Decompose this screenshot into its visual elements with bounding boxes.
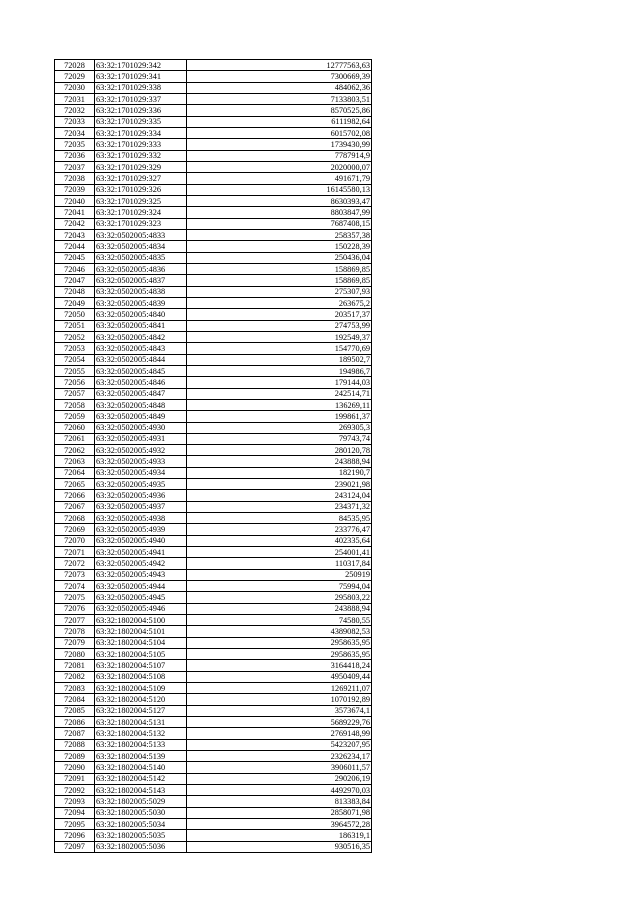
value-cell: 16145580,13 [187,184,372,195]
cadastral-number-cell: 63:32:0502005:4844 [95,354,187,365]
cadastral-number-cell: 63:32:0502005:4946 [95,603,187,614]
cadastral-number-cell: 63:32:0502005:4845 [95,365,187,376]
cadastral-number-cell: 63:32:1802004:5120 [95,694,187,705]
table-row [55,751,372,762]
value-cell: 930516,35 [187,841,372,852]
table-row [55,71,372,82]
table-row [55,467,372,478]
row-number-cell: 72050 [55,309,95,320]
row-number-cell: 72037 [55,161,95,172]
row-number-cell: 72028 [55,60,95,71]
value-cell: 182190,7 [187,467,372,478]
table-row [55,173,372,184]
value-cell: 8570525,86 [187,105,372,116]
row-number-cell: 72035 [55,139,95,150]
row-number-cell: 72049 [55,297,95,308]
value-cell: 2020000,07 [187,161,372,172]
value-cell: 242514,71 [187,388,372,399]
row-number-cell: 72058 [55,399,95,410]
value-cell: 84535,95 [187,513,372,524]
cadastral-number-cell: 63:32:0502005:4941 [95,547,187,558]
row-number-cell: 72031 [55,93,95,104]
table-row [55,615,372,626]
row-number-cell: 72047 [55,275,95,286]
cadastral-number-cell: 63:32:0502005:4937 [95,501,187,512]
value-cell: 75994,04 [187,581,372,592]
row-number-cell: 72066 [55,490,95,501]
cadastral-number-cell: 63:32:1701029:338 [95,82,187,93]
table-row [55,592,372,603]
table-row [55,60,372,71]
value-cell: 491671,79 [187,173,372,184]
row-number-cell: 72065 [55,479,95,490]
cadastral-number-cell: 63:32:1701029:342 [95,60,187,71]
table-row [55,331,372,342]
cadastral-number-cell: 63:32:1701029:332 [95,150,187,161]
table-row [55,785,372,796]
cadastral-number-cell: 63:32:0502005:4940 [95,535,187,546]
cadastral-number-cell: 63:32:1701029:323 [95,218,187,229]
row-number-cell: 72097 [55,841,95,852]
row-number-cell: 72075 [55,592,95,603]
row-number-cell: 72033 [55,116,95,127]
value-cell: 192549,37 [187,331,372,342]
value-cell: 158869,85 [187,275,372,286]
cadastral-number-cell: 63:32:1701029:341 [95,71,187,82]
cadastral-number-cell: 63:32:0502005:4834 [95,241,187,252]
row-number-cell: 72086 [55,717,95,728]
cadastral-number-cell: 63:32:0502005:4936 [95,490,187,501]
row-number-cell: 72053 [55,343,95,354]
table-row [55,411,372,422]
value-cell: 8803847,99 [187,207,372,218]
row-number-cell: 72046 [55,263,95,274]
row-number-cell: 72064 [55,467,95,478]
row-number-cell: 72080 [55,649,95,660]
row-number-cell: 72079 [55,637,95,648]
cadastral-number-cell: 63:32:0502005:4939 [95,524,187,535]
cadastral-number-cell: 63:32:1701029:336 [95,105,187,116]
row-number-cell: 72087 [55,728,95,739]
value-cell: 2958635,95 [187,649,372,660]
table-row [55,773,372,784]
row-number-cell: 72060 [55,422,95,433]
row-number-cell: 72040 [55,195,95,206]
cadastral-number-cell: 63:32:1802004:5109 [95,683,187,694]
data-table [54,59,372,853]
cadastral-number-cell: 63:32:0502005:4835 [95,252,187,263]
value-cell: 233776,47 [187,524,372,535]
table-row [55,207,372,218]
value-cell: 4950409,44 [187,671,372,682]
value-cell: 274753,99 [187,320,372,331]
cadastral-number-cell: 63:32:1701029:337 [95,93,187,104]
value-cell: 2769148,99 [187,728,372,739]
table-row [55,399,372,410]
value-cell: 7300669,39 [187,71,372,82]
value-cell: 74580,55 [187,615,372,626]
row-number-cell: 72089 [55,751,95,762]
row-number-cell: 72029 [55,71,95,82]
cadastral-number-cell: 63:32:1802004:5108 [95,671,187,682]
value-cell: 7787914,9 [187,150,372,161]
table-row [55,830,372,841]
value-cell: 280120,78 [187,445,372,456]
value-cell: 7687408,15 [187,218,372,229]
table-row [55,82,372,93]
table-row [55,807,372,818]
cadastral-number-cell: 63:32:0502005:4841 [95,320,187,331]
value-cell: 243124,04 [187,490,372,501]
row-number-cell: 72048 [55,286,95,297]
row-number-cell: 72074 [55,581,95,592]
table-row [55,184,372,195]
row-number-cell: 72043 [55,229,95,240]
row-number-cell: 72052 [55,331,95,342]
value-cell: 2958635,95 [187,637,372,648]
table-row [55,422,372,433]
table-row [55,558,372,569]
cadastral-number-cell: 63:32:1802004:5107 [95,660,187,671]
cadastral-number-cell: 63:32:0502005:4944 [95,581,187,592]
value-cell: 203517,37 [187,309,372,320]
value-cell: 7133803,51 [187,93,372,104]
value-cell: 2858071,98 [187,807,372,818]
cadastral-number-cell: 63:32:1802005:5034 [95,818,187,829]
table-row [55,660,372,671]
row-number-cell: 72051 [55,320,95,331]
cadastral-number-cell: 63:32:0502005:4839 [95,297,187,308]
table-row [55,105,372,116]
table-row [55,841,372,852]
row-number-cell: 72070 [55,535,95,546]
table-row [55,263,372,274]
table-row [55,671,372,682]
cadastral-number-cell: 63:32:0502005:4840 [95,309,187,320]
table-row [55,479,372,490]
cadastral-number-cell: 63:32:1802004:5104 [95,637,187,648]
table-row [55,139,372,150]
table-row [55,286,372,297]
value-cell: 5689229,76 [187,717,372,728]
cadastral-number-cell: 63:32:0502005:4938 [95,513,187,524]
cadastral-number-cell: 63:32:1802004:5139 [95,751,187,762]
table-row [55,694,372,705]
cadastral-number-cell: 63:32:1701029:326 [95,184,187,195]
cadastral-number-cell: 63:32:1701029:329 [95,161,187,172]
row-number-cell: 72063 [55,456,95,467]
value-cell: 4389082,53 [187,626,372,637]
row-number-cell: 72042 [55,218,95,229]
value-cell: 136269,11 [187,399,372,410]
value-cell: 3573674,1 [187,705,372,716]
value-cell: 4492970,03 [187,785,372,796]
row-number-cell: 72096 [55,830,95,841]
value-cell: 243888,94 [187,603,372,614]
table-row [55,93,372,104]
cadastral-number-cell: 63:32:0502005:4833 [95,229,187,240]
value-cell: 1070192,89 [187,694,372,705]
cadastral-number-cell: 63:32:1701029:324 [95,207,187,218]
row-number-cell: 72068 [55,513,95,524]
cadastral-number-cell: 63:32:1701029:335 [95,116,187,127]
value-cell: 263675,2 [187,297,372,308]
value-cell: 199861,37 [187,411,372,422]
value-cell: 290206,19 [187,773,372,784]
table-row [55,297,372,308]
value-cell: 12777563,63 [187,60,372,71]
row-number-cell: 72061 [55,433,95,444]
row-number-cell: 72083 [55,683,95,694]
table-row [55,705,372,716]
table-row [55,388,372,399]
cadastral-number-cell: 63:32:1802004:5132 [95,728,187,739]
row-number-cell: 72090 [55,762,95,773]
cadastral-number-cell: 63:32:0502005:4943 [95,569,187,580]
row-number-cell: 72077 [55,615,95,626]
row-number-cell: 72082 [55,671,95,682]
table-row [55,127,372,138]
value-cell: 1269211,07 [187,683,372,694]
row-number-cell: 72036 [55,150,95,161]
cadastral-number-cell: 63:32:0502005:4930 [95,422,187,433]
value-cell: 154770,69 [187,343,372,354]
value-cell: 269305,3 [187,422,372,433]
cadastral-number-cell: 63:32:0502005:4942 [95,558,187,569]
table-row [55,717,372,728]
value-cell: 3964572,28 [187,818,372,829]
row-number-cell: 72071 [55,547,95,558]
cadastral-number-cell: 63:32:0502005:4838 [95,286,187,297]
value-cell: 79743,74 [187,433,372,444]
value-cell: 3164418,24 [187,660,372,671]
value-cell: 6111982,64 [187,116,372,127]
value-cell: 179144,03 [187,377,372,388]
cadastral-number-cell: 63:32:1802004:5140 [95,762,187,773]
cadastral-number-cell: 63:32:0502005:4931 [95,433,187,444]
cadastral-number-cell: 63:32:1701029:334 [95,127,187,138]
cadastral-number-cell: 63:32:1802004:5143 [95,785,187,796]
cadastral-number-cell: 63:32:1701029:327 [95,173,187,184]
table-row [55,524,372,535]
table-row [55,501,372,512]
table-row [55,309,372,320]
row-number-cell: 72054 [55,354,95,365]
cadastral-number-cell: 63:32:1701029:325 [95,195,187,206]
cadastral-number-cell: 63:32:0502005:4837 [95,275,187,286]
table-row [55,275,372,286]
table-row [55,150,372,161]
value-cell: 258357,38 [187,229,372,240]
table-row [55,547,372,558]
table-row [55,445,372,456]
cadastral-number-cell: 63:32:0502005:4846 [95,377,187,388]
table-row [55,456,372,467]
row-number-cell: 72067 [55,501,95,512]
cadastral-number-cell: 63:32:1701029:333 [95,139,187,150]
row-number-cell: 72092 [55,785,95,796]
table-row [55,252,372,263]
table-row [55,796,372,807]
value-cell: 110317,84 [187,558,372,569]
table-row [55,603,372,614]
row-number-cell: 72091 [55,773,95,784]
table-row [55,581,372,592]
value-cell: 275307,93 [187,286,372,297]
row-number-cell: 72076 [55,603,95,614]
value-cell: 295803,22 [187,592,372,603]
row-number-cell: 72034 [55,127,95,138]
table-row [55,626,372,637]
row-number-cell: 72032 [55,105,95,116]
value-cell: 150228,39 [187,241,372,252]
table-body [55,60,372,853]
cadastral-number-cell: 63:32:1802004:5101 [95,626,187,637]
table-row [55,535,372,546]
value-cell: 5423207,95 [187,739,372,750]
value-cell: 250919 [187,569,372,580]
value-cell: 234371,32 [187,501,372,512]
table-row [55,762,372,773]
table-row [55,229,372,240]
value-cell: 189502,7 [187,354,372,365]
cadastral-number-cell: 63:32:1802004:5142 [95,773,187,784]
value-cell: 194986,7 [187,365,372,376]
value-cell: 8630393,47 [187,195,372,206]
cadastral-number-cell: 63:32:1802004:5133 [95,739,187,750]
table-row [55,490,372,501]
cadastral-number-cell: 63:32:0502005:4932 [95,445,187,456]
table-row [55,116,372,127]
row-number-cell: 72038 [55,173,95,184]
cadastral-number-cell: 63:32:0502005:4933 [95,456,187,467]
value-cell: 484062,36 [187,82,372,93]
table-row [55,195,372,206]
row-number-cell: 72073 [55,569,95,580]
row-number-cell: 72045 [55,252,95,263]
table-row [55,365,372,376]
row-number-cell: 72041 [55,207,95,218]
row-number-cell: 72072 [55,558,95,569]
row-number-cell: 72084 [55,694,95,705]
value-cell: 186319,1 [187,830,372,841]
row-number-cell: 72094 [55,807,95,818]
table-row [55,683,372,694]
row-number-cell: 72056 [55,377,95,388]
row-number-cell: 72059 [55,411,95,422]
table-row [55,569,372,580]
cadastral-number-cell: 63:32:0502005:4945 [95,592,187,603]
cadastral-number-cell: 63:32:0502005:4843 [95,343,187,354]
row-number-cell: 72095 [55,818,95,829]
row-number-cell: 72030 [55,82,95,93]
cadastral-number-cell: 63:32:0502005:4849 [95,411,187,422]
row-number-cell: 72088 [55,739,95,750]
value-cell: 1739430,99 [187,139,372,150]
table-row [55,818,372,829]
table-row [55,320,372,331]
value-cell: 2326234,17 [187,751,372,762]
value-cell: 6015702,08 [187,127,372,138]
value-cell: 813383,84 [187,796,372,807]
table-row [55,377,372,388]
table-row [55,218,372,229]
row-number-cell: 72085 [55,705,95,716]
cadastral-number-cell: 63:32:1802005:5035 [95,830,187,841]
row-number-cell: 72039 [55,184,95,195]
table-row [55,161,372,172]
table-row [55,513,372,524]
table-row [55,241,372,252]
cadastral-number-cell: 63:32:1802005:5036 [95,841,187,852]
table-row [55,354,372,365]
value-cell: 250436,04 [187,252,372,263]
table-row [55,343,372,354]
row-number-cell: 72062 [55,445,95,456]
row-number-cell: 72093 [55,796,95,807]
cadastral-number-cell: 63:32:0502005:4934 [95,467,187,478]
value-cell: 158869,85 [187,263,372,274]
table-row [55,637,372,648]
value-cell: 402335,64 [187,535,372,546]
cadastral-number-cell: 63:32:0502005:4836 [95,263,187,274]
cadastral-number-cell: 63:32:0502005:4847 [95,388,187,399]
cadastral-number-cell: 63:32:0502005:4848 [95,399,187,410]
value-cell: 254001,41 [187,547,372,558]
table-row [55,649,372,660]
row-number-cell: 72069 [55,524,95,535]
value-cell: 239021,98 [187,479,372,490]
row-number-cell: 72081 [55,660,95,671]
cadastral-number-cell: 63:32:1802005:5030 [95,807,187,818]
row-number-cell: 72057 [55,388,95,399]
cadastral-number-cell: 63:32:0502005:4842 [95,331,187,342]
value-cell: 243888,94 [187,456,372,467]
row-number-cell: 72055 [55,365,95,376]
value-cell: 3906011,57 [187,762,372,773]
cadastral-number-cell: 63:32:1802004:5105 [95,649,187,660]
table-row [55,433,372,444]
cadastral-number-cell: 63:32:0502005:4935 [95,479,187,490]
table-row [55,739,372,750]
cadastral-number-cell: 63:32:1802005:5029 [95,796,187,807]
row-number-cell: 72044 [55,241,95,252]
cadastral-number-cell: 63:32:1802004:5100 [95,615,187,626]
cadastral-number-cell: 63:32:1802004:5131 [95,717,187,728]
cadastral-number-cell: 63:32:1802004:5127 [95,705,187,716]
row-number-cell: 72078 [55,626,95,637]
table-row [55,728,372,739]
